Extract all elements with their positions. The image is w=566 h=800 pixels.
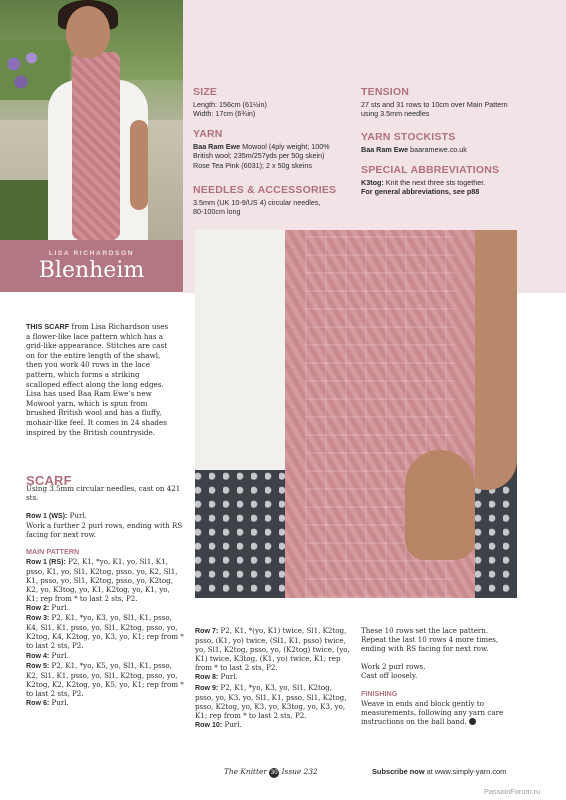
pattern-column-3 [361, 626, 511, 726]
stockists-heading: YARN STOCKISTS [361, 131, 456, 143]
main-pattern-heading: MAIN PATTERN [26, 547, 80, 557]
footer-magazine: The Knitter 30 Issue 232 [224, 767, 318, 776]
set-text: These 10 rows set the lace pattern. Repeat the last 10 rows 4 more times, ending with RS facing for next row. [361, 626, 499, 654]
needles-line1: 3.5mm (UK 10-9/US 4) circular needles, [193, 198, 321, 207]
cast-off-text: Cast off loosely. [361, 671, 418, 681]
yarn-line3: Rose Tea Pink (6031); 2 x 50g skeins [193, 160, 312, 170]
tension-line2: using 3.5mm needles [361, 109, 430, 119]
pattern-column-1: Using 3.5mm circular needles, cast on 421 sts. Row 1 (WS): Purl. Work a further 2 purl rows, ending with RS facing for next row. MAIN PATTERN Row 1 (RS): P2, K1, *yo, K1, yo, Sl1, K1, psso, K1, yo, Sl1, K2tog, psso, yo, K2, Sl1, K1, psso, yo, Sl1, K2tog, psso, yo, K2tog, K2, yo, K3tog, yo, K1, K2tog, yo, K1, yo, K1; rep from * to last 2 sts, P2. Row 2: Purl. Row 3: P2, K1, *yo, K3, yo, Sl1, K1, psso, K4, Sl1, K1, psso, yo, Sl1, K2tog, psso, yo, K2tog, K4, K2tog, yo, K3, yo, K1; rep from * to last 2 sts, P2. Row 4: Purl. Row 5: P2, K1, *yo, K5, yo, Sl1, K1, psso, K2, Sl1, K1, psso, yo, Sl1, K2tog, psso, yo, K2tog, K2, K2tog, yo, K5, yo, K1; rep from * to last 2 sts, P2. Row 6: Purl. [26, 484, 184, 707]
size-width: Width: 17cm (6¾in) [193, 109, 256, 119]
yarn-brand: Baa Ram Ewe [193, 142, 241, 151]
finishing-text: Weave in ends and block gently to measurements, following any yarn care instructions on the ball band. [361, 698, 504, 726]
finishing-heading: FINISHING [361, 689, 398, 699]
stockists-section [361, 131, 561, 154]
yarn-heading: YARN [193, 128, 223, 140]
watermark: PassionForum.ru [484, 787, 541, 796]
needles-line2: 80-100cm long [193, 207, 241, 217]
intro-paragraph [26, 322, 174, 437]
yarn-section [193, 128, 358, 170]
work-purl-text: Work 2 purl rows. [361, 662, 426, 672]
k3tog-label: K3tog: [361, 178, 384, 187]
size-heading: SIZE [193, 86, 218, 98]
abbreviations-heading: SPECIAL ABBREVIATIONS [361, 164, 500, 176]
intro-lead: THIS SCARF [26, 322, 70, 331]
tension-section [361, 86, 561, 119]
yarn-line2: British wool; 235m/257yds per 50g skein) [193, 151, 325, 161]
footer-subscribe[interactable]: Subscribe now at www.simply-yarn.com [372, 767, 507, 776]
model-photo [0, 0, 183, 240]
k3tog-text: Knit the next three sts together. [383, 178, 486, 187]
tension-line1: 27 sts and 31 rows to 10cm over Main Pattern [361, 100, 508, 109]
needles-heading: NEEDLES & ACCESSORIES [193, 184, 337, 196]
abbreviations-section [361, 164, 561, 197]
pattern-column-2: Row 7: P2, K1, *(yo, K1) twice, Sl1, K2tog, psso, (K1, yo) twice, (Sl1, K1, psso) twice, yo, Sl1, K2tog, psso, yo, (K2tog) twice, (yo, K1) twice, K3tog, (K1, yo) twice, K1; rep from * to last 2 sts, P2. Row 8: Purl. Row 9: P2, K1, *yo, K3, yo, Sl1, K2tog, psso, yo, K3, yo, Sl1, K1, psso, Sl1, K2tog, psso, K2tog, yo, K3, yo, K3tog, yo, K3, yo, K1; rep from * to last 2 sts, P2. Row 10: Purl. [195, 626, 350, 729]
row1-more: Work a further 2 purl rows, ending with RS facing for next row. [26, 521, 183, 540]
page-number: 30 [270, 770, 278, 776]
yarn-line1: Mowool (4ply weight; 100% [240, 142, 330, 151]
stockists-brand: Baa Ram Ewe [361, 145, 409, 154]
tension-heading: TENSION [361, 86, 410, 98]
pattern-title: Blenheim [38, 258, 145, 283]
needles-section [193, 184, 358, 217]
scarf-photo [195, 230, 517, 598]
end-mark-icon [469, 718, 476, 725]
designer-name: LISA RICHARDSON [48, 250, 135, 257]
cast-on-text: Using 3.5mm circular needles, cast on 421 sts. [26, 484, 181, 503]
general-abbreviations: For general abbreviations, see p88 [361, 187, 480, 197]
size-length: Length: 156cm (61½in) [193, 100, 267, 109]
row1-label: Row 1 (WS): [26, 512, 68, 521]
stockists-url: baaramewe.co.uk [408, 145, 467, 154]
intro-text: from Lisa Richardson uses a flower-like lace pattern which has a grid-like appearance. Stitches are cast on for the entire length of the shawl, then you work 40 rows in the lace pattern, which forms a striking scalloped effect along the long edges. Lisa has used Baa Ram Ewe’s new Mowool yarn, which is spun from brushed British wool and has a fluffy, mohair-like feel. It comes in 24 shades inspired by the British countryside. [26, 322, 169, 437]
scarf-heading: SCARF [26, 473, 72, 488]
size-section [193, 86, 358, 119]
